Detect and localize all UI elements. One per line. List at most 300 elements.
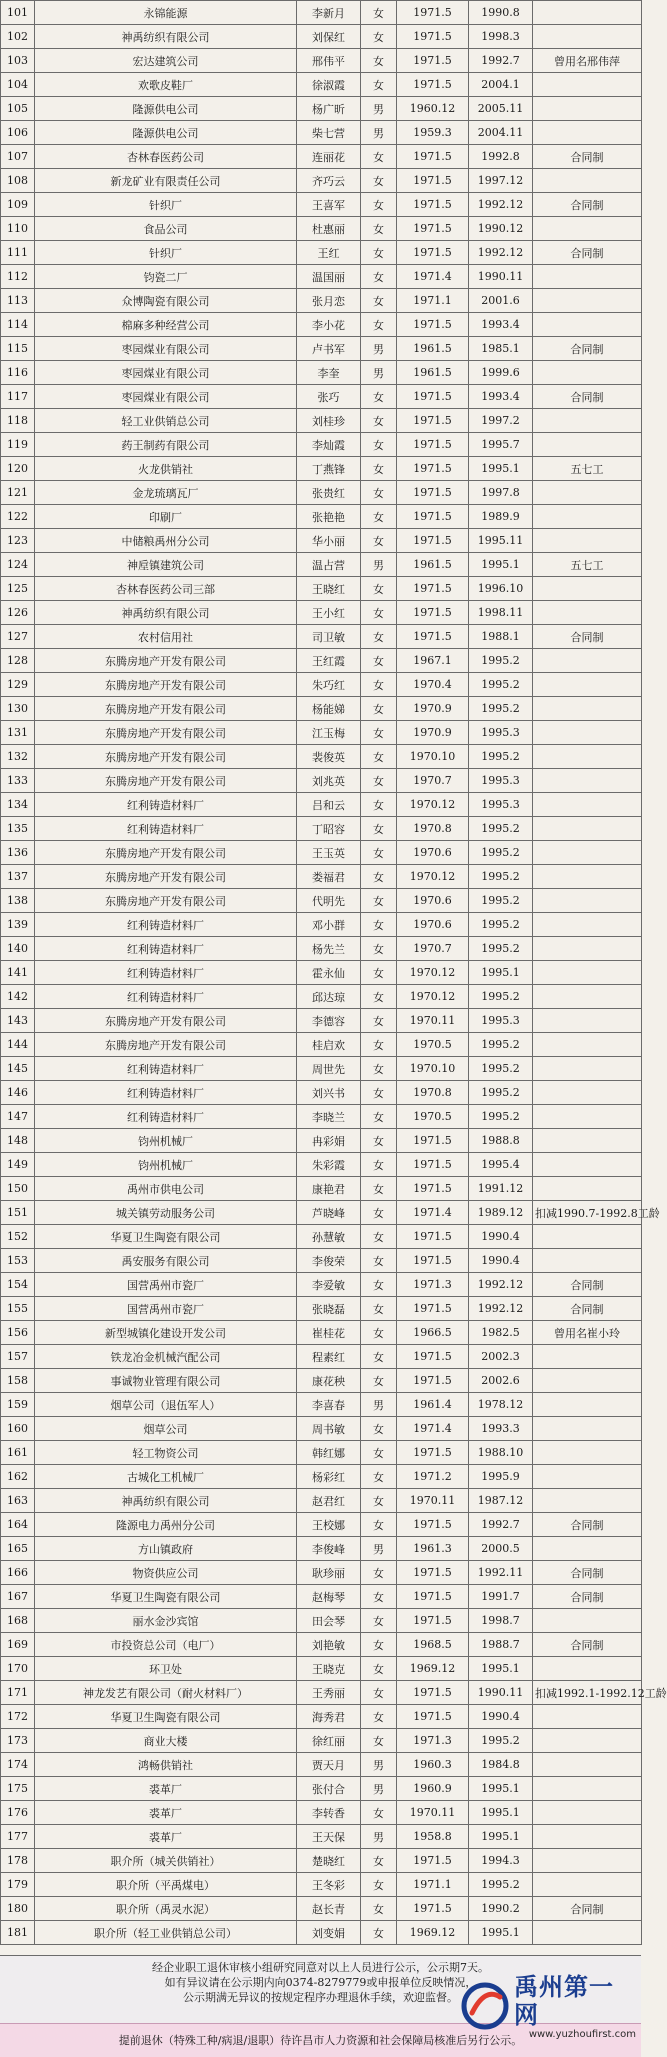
table-row xyxy=(1,1273,642,1297)
work-start-date-cell: 1970.7 xyxy=(397,769,469,793)
table-row xyxy=(1,1057,642,1081)
remark-cell xyxy=(533,1057,642,1081)
unit-name-cell: 钧瓷二厂 xyxy=(35,265,297,289)
remark-cell xyxy=(533,985,642,1009)
row-number-cell: 118 xyxy=(1,409,35,433)
retire-date-cell: 1995.2 xyxy=(469,817,533,841)
remark-cell xyxy=(533,1825,642,1849)
work-start-date-cell: 1969.12 xyxy=(397,1921,469,1945)
table-row xyxy=(1,1633,642,1657)
unit-name-cell: 新型城镇化建设开发公司 xyxy=(35,1321,297,1345)
table-row xyxy=(1,1225,642,1249)
gender-cell: 女 xyxy=(361,1441,397,1465)
person-name-cell: 邱达琼 xyxy=(297,985,361,1009)
person-name-cell: 赵长青 xyxy=(297,1897,361,1921)
work-start-date-cell: 1970.6 xyxy=(397,841,469,865)
remark-cell xyxy=(533,481,642,505)
retire-date-cell: 1995.3 xyxy=(469,1009,533,1033)
row-number-cell: 180 xyxy=(1,1897,35,1921)
person-name-cell: 代明先 xyxy=(297,889,361,913)
work-start-date-cell: 1971.5 xyxy=(397,529,469,553)
row-number-cell: 162 xyxy=(1,1465,35,1489)
remark-cell xyxy=(533,841,642,865)
unit-name-cell: 隆源电力禹州分公司 xyxy=(35,1513,297,1537)
person-name-cell: 华小丽 xyxy=(297,529,361,553)
work-start-date-cell: 1971.5 xyxy=(397,1609,469,1633)
table-row xyxy=(1,1513,642,1537)
table-row xyxy=(1,337,642,361)
unit-name-cell: 东腾房地产开发有限公司 xyxy=(35,697,297,721)
gender-cell: 女 xyxy=(361,1249,397,1273)
gender-cell: 女 xyxy=(361,577,397,601)
remark-cell xyxy=(533,1,642,25)
row-number-cell: 101 xyxy=(1,1,35,25)
person-name-cell: 刘兴书 xyxy=(297,1081,361,1105)
retire-date-cell: 1978.12 xyxy=(469,1393,533,1417)
person-name-cell: 朱彩霞 xyxy=(297,1153,361,1177)
person-name-cell: 齐巧云 xyxy=(297,169,361,193)
gender-cell: 女 xyxy=(361,841,397,865)
retire-date-cell: 1995.2 xyxy=(469,889,533,913)
row-number-cell: 157 xyxy=(1,1345,35,1369)
remark-cell xyxy=(533,289,642,313)
gender-cell: 女 xyxy=(361,1297,397,1321)
work-start-date-cell: 1970.8 xyxy=(397,1081,469,1105)
unit-name-cell: 环卫处 xyxy=(35,1657,297,1681)
work-start-date-cell: 1970.11 xyxy=(397,1489,469,1513)
row-number-cell: 160 xyxy=(1,1417,35,1441)
remark-cell: 合同制 xyxy=(533,1513,642,1537)
person-name-cell: 李灿霞 xyxy=(297,433,361,457)
retire-date-cell: 1995.2 xyxy=(469,1033,533,1057)
remark-cell xyxy=(533,697,642,721)
person-name-cell: 王冬彩 xyxy=(297,1873,361,1897)
work-start-date-cell: 1971.5 xyxy=(397,1153,469,1177)
row-number-cell: 142 xyxy=(1,985,35,1009)
person-name-cell: 赵梅琴 xyxy=(297,1585,361,1609)
remark-cell xyxy=(533,121,642,145)
retire-date-cell: 1995.2 xyxy=(469,673,533,697)
gender-cell: 女 xyxy=(361,1273,397,1297)
remark-cell xyxy=(533,769,642,793)
person-name-cell: 王校娜 xyxy=(297,1513,361,1537)
work-start-date-cell: 1971.5 xyxy=(397,1441,469,1465)
table-row xyxy=(1,1897,642,1921)
remark-cell: 曾用名崔小玲 xyxy=(533,1321,642,1345)
remark-cell xyxy=(533,721,642,745)
row-number-cell: 156 xyxy=(1,1321,35,1345)
retire-date-cell: 1995.2 xyxy=(469,985,533,1009)
retire-date-cell: 1992.11 xyxy=(469,1561,533,1585)
remark-cell xyxy=(533,1537,642,1561)
work-start-date-cell: 1970.7 xyxy=(397,937,469,961)
table-row xyxy=(1,1537,642,1561)
row-number-cell: 119 xyxy=(1,433,35,457)
person-name-cell: 刘保红 xyxy=(297,25,361,49)
row-number-cell: 117 xyxy=(1,385,35,409)
retire-date-cell: 1997.12 xyxy=(469,169,533,193)
row-number-cell: 140 xyxy=(1,937,35,961)
work-start-date-cell: 1971.5 xyxy=(397,1705,469,1729)
person-name-cell: 刘桂珍 xyxy=(297,409,361,433)
work-start-date-cell: 1960.3 xyxy=(397,1753,469,1777)
row-number-cell: 144 xyxy=(1,1033,35,1057)
work-start-date-cell: 1971.5 xyxy=(397,1225,469,1249)
row-number-cell: 110 xyxy=(1,217,35,241)
person-name-cell: 李爱敏 xyxy=(297,1273,361,1297)
work-start-date-cell: 1971.5 xyxy=(397,241,469,265)
work-start-date-cell: 1969.12 xyxy=(397,1657,469,1681)
notice-line: 如有异议请在公示期内向0374-8279779或申报单位反映情况， xyxy=(164,1976,477,1989)
unit-name-cell: 红利铸造材料厂 xyxy=(35,1057,297,1081)
person-name-cell: 张贵红 xyxy=(297,481,361,505)
work-start-date-cell: 1971.5 xyxy=(397,1129,469,1153)
remark-cell xyxy=(533,433,642,457)
gender-cell: 女 xyxy=(361,1009,397,1033)
table-row xyxy=(1,697,642,721)
gender-cell: 女 xyxy=(361,505,397,529)
retire-date-cell: 2001.6 xyxy=(469,289,533,313)
work-start-date-cell: 1971.3 xyxy=(397,1729,469,1753)
person-name-cell: 丁燕锋 xyxy=(297,457,361,481)
table-row xyxy=(1,1153,642,1177)
remark-cell xyxy=(533,1849,642,1873)
remark-cell xyxy=(533,601,642,625)
unit-name-cell: 食品公司 xyxy=(35,217,297,241)
retire-date-cell: 1988.1 xyxy=(469,625,533,649)
gender-cell: 女 xyxy=(361,1657,397,1681)
gender-cell: 女 xyxy=(361,793,397,817)
remark-cell xyxy=(533,265,642,289)
person-name-cell: 韩红娜 xyxy=(297,1441,361,1465)
retire-date-cell: 1992.12 xyxy=(469,241,533,265)
gender-cell: 女 xyxy=(361,1561,397,1585)
row-number-cell: 107 xyxy=(1,145,35,169)
person-name-cell: 徐淑霞 xyxy=(297,73,361,97)
person-name-cell: 王红霞 xyxy=(297,649,361,673)
unit-name-cell: 国营禹州市瓷厂 xyxy=(35,1297,297,1321)
unit-name-cell: 红利铸造材料厂 xyxy=(35,817,297,841)
remark-cell xyxy=(533,169,642,193)
unit-name-cell: 印刷厂 xyxy=(35,505,297,529)
table-row xyxy=(1,97,642,121)
person-name-cell: 王晓克 xyxy=(297,1657,361,1681)
work-start-date-cell: 1971.5 xyxy=(397,49,469,73)
gender-cell: 女 xyxy=(361,937,397,961)
table-row xyxy=(1,1465,642,1489)
gender-cell: 女 xyxy=(361,1921,397,1945)
row-number-cell: 112 xyxy=(1,265,35,289)
unit-name-cell: 禹州市供电公司 xyxy=(35,1177,297,1201)
retire-date-cell: 1995.1 xyxy=(469,1921,533,1945)
work-start-date-cell: 1970.12 xyxy=(397,793,469,817)
table-row xyxy=(1,505,642,529)
unit-name-cell: 农村信用社 xyxy=(35,625,297,649)
work-start-date-cell: 1971.5 xyxy=(397,73,469,97)
person-name-cell: 田会琴 xyxy=(297,1609,361,1633)
remark-cell xyxy=(533,1465,642,1489)
gender-cell: 女 xyxy=(361,433,397,457)
unit-name-cell: 城关镇劳动服务公司 xyxy=(35,1201,297,1225)
work-start-date-cell: 1970.10 xyxy=(397,1057,469,1081)
gender-cell: 男 xyxy=(361,361,397,385)
remark-cell: 合同制 xyxy=(533,1561,642,1585)
remark-cell xyxy=(533,1081,642,1105)
table-row xyxy=(1,145,642,169)
unit-name-cell: 红利铸造材料厂 xyxy=(35,793,297,817)
work-start-date-cell: 1970.5 xyxy=(397,1105,469,1129)
retire-date-cell: 1995.2 xyxy=(469,1081,533,1105)
remark-cell xyxy=(533,889,642,913)
gender-cell: 女 xyxy=(361,1081,397,1105)
remark-cell: 扣减1992.1-1992.12工龄 xyxy=(533,1681,642,1705)
retire-date-cell: 1992.12 xyxy=(469,1273,533,1297)
unit-name-cell: 烟草公司（退伍军人） xyxy=(35,1393,297,1417)
person-name-cell: 张付合 xyxy=(297,1777,361,1801)
table-row xyxy=(1,817,642,841)
gender-cell: 女 xyxy=(361,529,397,553)
row-number-cell: 115 xyxy=(1,337,35,361)
table-row xyxy=(1,1801,642,1825)
work-start-date-cell: 1971.5 xyxy=(397,481,469,505)
unit-name-cell: 东腾房地产开发有限公司 xyxy=(35,889,297,913)
row-number-cell: 172 xyxy=(1,1705,35,1729)
retire-date-cell: 1995.3 xyxy=(469,793,533,817)
gender-cell: 女 xyxy=(361,289,397,313)
person-name-cell: 李新月 xyxy=(297,1,361,25)
table-row xyxy=(1,937,642,961)
work-start-date-cell: 1959.3 xyxy=(397,121,469,145)
row-number-cell: 163 xyxy=(1,1489,35,1513)
row-number-cell: 166 xyxy=(1,1561,35,1585)
retire-date-cell: 1982.5 xyxy=(469,1321,533,1345)
retire-date-cell: 1990.11 xyxy=(469,265,533,289)
unit-name-cell: 禹安服务有限公司 xyxy=(35,1249,297,1273)
unit-name-cell: 钧州机械厂 xyxy=(35,1129,297,1153)
unit-name-cell: 永锦能源 xyxy=(35,1,297,25)
work-start-date-cell: 1971.4 xyxy=(397,265,469,289)
person-name-cell: 李小花 xyxy=(297,313,361,337)
site-logo-icon xyxy=(462,1983,508,2029)
work-start-date-cell: 1971.5 xyxy=(397,169,469,193)
unit-name-cell: 枣园煤业有限公司 xyxy=(35,361,297,385)
remark-cell xyxy=(533,817,642,841)
retire-date-cell: 1995.11 xyxy=(469,529,533,553)
gender-cell: 女 xyxy=(361,1801,397,1825)
retire-date-cell: 1995.2 xyxy=(469,1729,533,1753)
roster-body xyxy=(1,1,667,1945)
retire-date-cell: 1995.2 xyxy=(469,937,533,961)
remark-cell xyxy=(533,1009,642,1033)
person-name-cell: 孙慧敏 xyxy=(297,1225,361,1249)
gender-cell: 女 xyxy=(361,769,397,793)
unit-name-cell: 事诚物业管理有限公司 xyxy=(35,1369,297,1393)
gender-cell: 女 xyxy=(361,241,397,265)
row-number-cell: 116 xyxy=(1,361,35,385)
gender-cell: 女 xyxy=(361,49,397,73)
unit-name-cell: 宏达建筑公司 xyxy=(35,49,297,73)
work-start-date-cell: 1971.5 xyxy=(397,1369,469,1393)
row-number-cell: 147 xyxy=(1,1105,35,1129)
unit-name-cell: 职介所（轻工业供销总公司） xyxy=(35,1921,297,1945)
person-name-cell: 崔桂花 xyxy=(297,1321,361,1345)
unit-name-cell: 职介所（平禹煤电） xyxy=(35,1873,297,1897)
work-start-date-cell: 1961.5 xyxy=(397,553,469,577)
unit-name-cell: 红利铸造材料厂 xyxy=(35,913,297,937)
retire-date-cell: 1990.11 xyxy=(469,1681,533,1705)
row-number-cell: 111 xyxy=(1,241,35,265)
work-start-date-cell: 1971.4 xyxy=(397,1417,469,1441)
work-start-date-cell: 1971.5 xyxy=(397,1849,469,1873)
unit-name-cell: 药王制药有限公司 xyxy=(35,433,297,457)
retire-date-cell: 1992.7 xyxy=(469,1513,533,1537)
table-row xyxy=(1,1321,642,1345)
person-name-cell: 李德容 xyxy=(297,1009,361,1033)
unit-name-cell: 新龙矿业有限责任公司 xyxy=(35,169,297,193)
table-row xyxy=(1,1249,642,1273)
unit-name-cell: 方山镇政府 xyxy=(35,1537,297,1561)
retire-date-cell: 1992.12 xyxy=(469,193,533,217)
remark-cell xyxy=(533,1129,642,1153)
table-row xyxy=(1,1873,642,1897)
table-row xyxy=(1,1009,642,1033)
unit-name-cell: 古城化工机械厂 xyxy=(35,1465,297,1489)
unit-name-cell: 金龙琉璃瓦厂 xyxy=(35,481,297,505)
gender-cell: 女 xyxy=(361,265,397,289)
retire-date-cell: 1985.1 xyxy=(469,337,533,361)
retire-date-cell: 1995.7 xyxy=(469,433,533,457)
unit-name-cell: 红利铸造材料厂 xyxy=(35,1105,297,1129)
work-start-date-cell: 1958.8 xyxy=(397,1825,469,1849)
work-start-date-cell: 1971.5 xyxy=(397,1681,469,1705)
remark-cell: 合同制 xyxy=(533,337,642,361)
table-row xyxy=(1,553,642,577)
unit-name-cell: 枣园煤业有限公司 xyxy=(35,385,297,409)
remark-cell xyxy=(533,1369,642,1393)
row-number-cell: 159 xyxy=(1,1393,35,1417)
row-number-cell: 104 xyxy=(1,73,35,97)
gender-cell: 女 xyxy=(361,1513,397,1537)
unit-name-cell: 东腾房地产开发有限公司 xyxy=(35,721,297,745)
work-start-date-cell: 1971.5 xyxy=(397,217,469,241)
table-row xyxy=(1,1297,642,1321)
gender-cell: 女 xyxy=(361,817,397,841)
work-start-date-cell: 1971.5 xyxy=(397,385,469,409)
gender-cell: 女 xyxy=(361,1729,397,1753)
gender-cell: 女 xyxy=(361,73,397,97)
person-name-cell: 徐红丽 xyxy=(297,1729,361,1753)
remark-cell xyxy=(533,1393,642,1417)
unit-name-cell: 商业大楼 xyxy=(35,1729,297,1753)
remark-cell xyxy=(533,1345,642,1369)
unit-name-cell: 棉麻多种经营公司 xyxy=(35,313,297,337)
retire-date-cell: 1990.2 xyxy=(469,1897,533,1921)
row-number-cell: 155 xyxy=(1,1297,35,1321)
remark-cell xyxy=(533,1033,642,1057)
table-row xyxy=(1,1177,642,1201)
retire-date-cell: 1990.4 xyxy=(469,1705,533,1729)
unit-name-cell: 华夏卫生陶瓷有限公司 xyxy=(35,1225,297,1249)
gender-cell: 女 xyxy=(361,1489,397,1513)
table-row xyxy=(1,1417,642,1441)
work-start-date-cell: 1968.5 xyxy=(397,1633,469,1657)
unit-name-cell: 隆源供电公司 xyxy=(35,97,297,121)
work-start-date-cell: 1961.5 xyxy=(397,337,469,361)
remark-cell xyxy=(533,1609,642,1633)
unit-name-cell: 国营禹州市瓷厂 xyxy=(35,1273,297,1297)
site-watermark[interactable] xyxy=(462,1972,636,2040)
unit-name-cell: 神龙发艺有限公司（耐火材料厂） xyxy=(35,1681,297,1705)
row-number-cell: 131 xyxy=(1,721,35,745)
table-row xyxy=(1,1609,642,1633)
retire-date-cell: 1992.12 xyxy=(469,1297,533,1321)
retire-date-cell: 1988.10 xyxy=(469,1441,533,1465)
retire-date-cell: 1991.12 xyxy=(469,1177,533,1201)
unit-name-cell: 东腾房地产开发有限公司 xyxy=(35,1009,297,1033)
retire-date-cell: 1999.6 xyxy=(469,361,533,385)
table-row xyxy=(1,289,642,313)
remark-cell xyxy=(533,1177,642,1201)
table-row xyxy=(1,1753,642,1777)
remark-cell xyxy=(533,937,642,961)
person-name-cell: 王玉英 xyxy=(297,841,361,865)
work-start-date-cell: 1971.5 xyxy=(397,505,469,529)
person-name-cell: 王喜军 xyxy=(297,193,361,217)
table-row xyxy=(1,793,642,817)
retire-date-cell: 1995.2 xyxy=(469,649,533,673)
unit-name-cell: 华夏卫生陶瓷有限公司 xyxy=(35,1585,297,1609)
person-name-cell: 连丽花 xyxy=(297,145,361,169)
remark-cell: 合同制 xyxy=(533,145,642,169)
person-name-cell: 吕和云 xyxy=(297,793,361,817)
notice-line: 公示期满无异议的按规定程序办理退休手续，欢迎监督。 xyxy=(183,1991,458,2004)
row-number-cell: 150 xyxy=(1,1177,35,1201)
person-name-cell: 杨先兰 xyxy=(297,937,361,961)
row-number-cell: 126 xyxy=(1,601,35,625)
table-row xyxy=(1,1657,642,1681)
remark-cell xyxy=(533,505,642,529)
remark-cell xyxy=(533,745,642,769)
row-number-cell: 141 xyxy=(1,961,35,985)
table-row xyxy=(1,889,642,913)
person-name-cell: 李奎 xyxy=(297,361,361,385)
row-number-cell: 181 xyxy=(1,1921,35,1945)
work-start-date-cell: 1970.12 xyxy=(397,865,469,889)
table-row xyxy=(1,1201,642,1225)
person-name-cell: 王小红 xyxy=(297,601,361,625)
gender-cell: 男 xyxy=(361,1393,397,1417)
person-name-cell: 霍永仙 xyxy=(297,961,361,985)
work-start-date-cell: 1971.3 xyxy=(397,1273,469,1297)
row-number-cell: 168 xyxy=(1,1609,35,1633)
remark-cell xyxy=(533,1249,642,1273)
table-row xyxy=(1,217,642,241)
row-number-cell: 177 xyxy=(1,1825,35,1849)
remark-cell xyxy=(533,1753,642,1777)
person-name-cell: 刘兆英 xyxy=(297,769,361,793)
table-row xyxy=(1,385,642,409)
work-start-date-cell: 1971.5 xyxy=(397,313,469,337)
retire-date-cell: 1984.8 xyxy=(469,1753,533,1777)
unit-name-cell: 裘革厂 xyxy=(35,1825,297,1849)
person-name-cell: 康艳君 xyxy=(297,1177,361,1201)
remark-cell: 曾用名邢伟萍 xyxy=(533,49,642,73)
row-number-cell: 161 xyxy=(1,1441,35,1465)
table-row xyxy=(1,1393,642,1417)
gender-cell: 女 xyxy=(361,1,397,25)
person-name-cell: 海秀君 xyxy=(297,1705,361,1729)
row-number-cell: 105 xyxy=(1,97,35,121)
